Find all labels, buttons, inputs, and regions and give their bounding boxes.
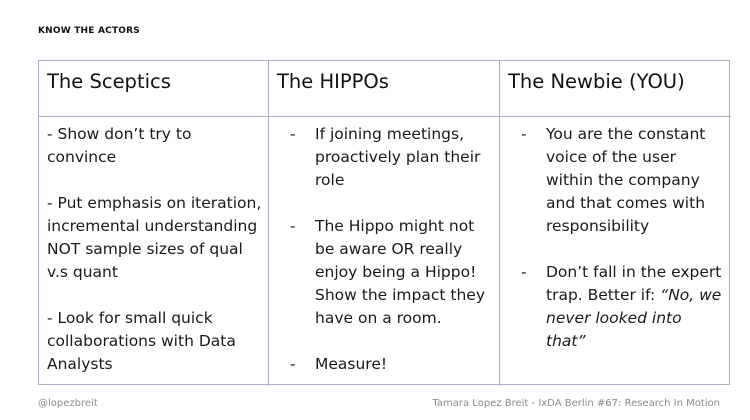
bullet-dash: -: [521, 263, 527, 281]
newbie-item-text: [546, 261, 731, 353]
footer-credit: Tamara Lopez Breit - IxDA Berlin #67: Research In Motion: [432, 398, 720, 409]
newbie-item-quote: “No, we never looked into that”: [546, 286, 722, 350]
hippos-item-text: Measure!: [315, 355, 388, 373]
footer-handle: @lopezbreit: [38, 398, 98, 409]
slide-title: KNOW THE ACTORS: [38, 26, 140, 36]
newbie-item-text: You are the constant voice of the user within the company and that comes with responsibility: [546, 125, 706, 235]
column-header-newbie: The Newbie (YOU): [500, 61, 731, 117]
bullet-dash: -: [290, 217, 296, 235]
newbie-list-item: [500, 261, 731, 353]
hippos-cell: [269, 117, 500, 386]
newbie-cell: [500, 117, 731, 386]
column-header-sceptics: The Sceptics: [39, 61, 269, 117]
sceptics-item: - Show don’t try to convince: [47, 125, 192, 166]
newbie-item-lead: Don’t fall in the expert trap. Better if:: [546, 263, 722, 304]
hippos-item-text: If joining meetings, proactively plan their role: [315, 125, 481, 189]
hippos-list-item: [269, 123, 499, 192]
bullet-dash: -: [290, 125, 296, 143]
column-header-hippos: The HIPPOs: [269, 61, 500, 117]
newbie-list-item: [500, 123, 731, 238]
bullet-dash: -: [521, 125, 527, 143]
hippos-list-item: [269, 215, 499, 330]
sceptics-item: - Put emphasis on iteration, incremental understanding NOT sample sizes of qual v.s quant: [47, 194, 262, 281]
hippos-item-text: The Hippo might not be aware OR really enjoy being a Hippo! Show the impact they have on a room.: [315, 217, 485, 327]
sceptics-cell: [39, 117, 269, 386]
hippos-list-item: [269, 353, 499, 376]
sceptics-item: - Look for small quick collaborations with Data Analysts: [47, 309, 236, 373]
bullet-dash: -: [290, 355, 296, 373]
actors-table: [38, 60, 730, 385]
